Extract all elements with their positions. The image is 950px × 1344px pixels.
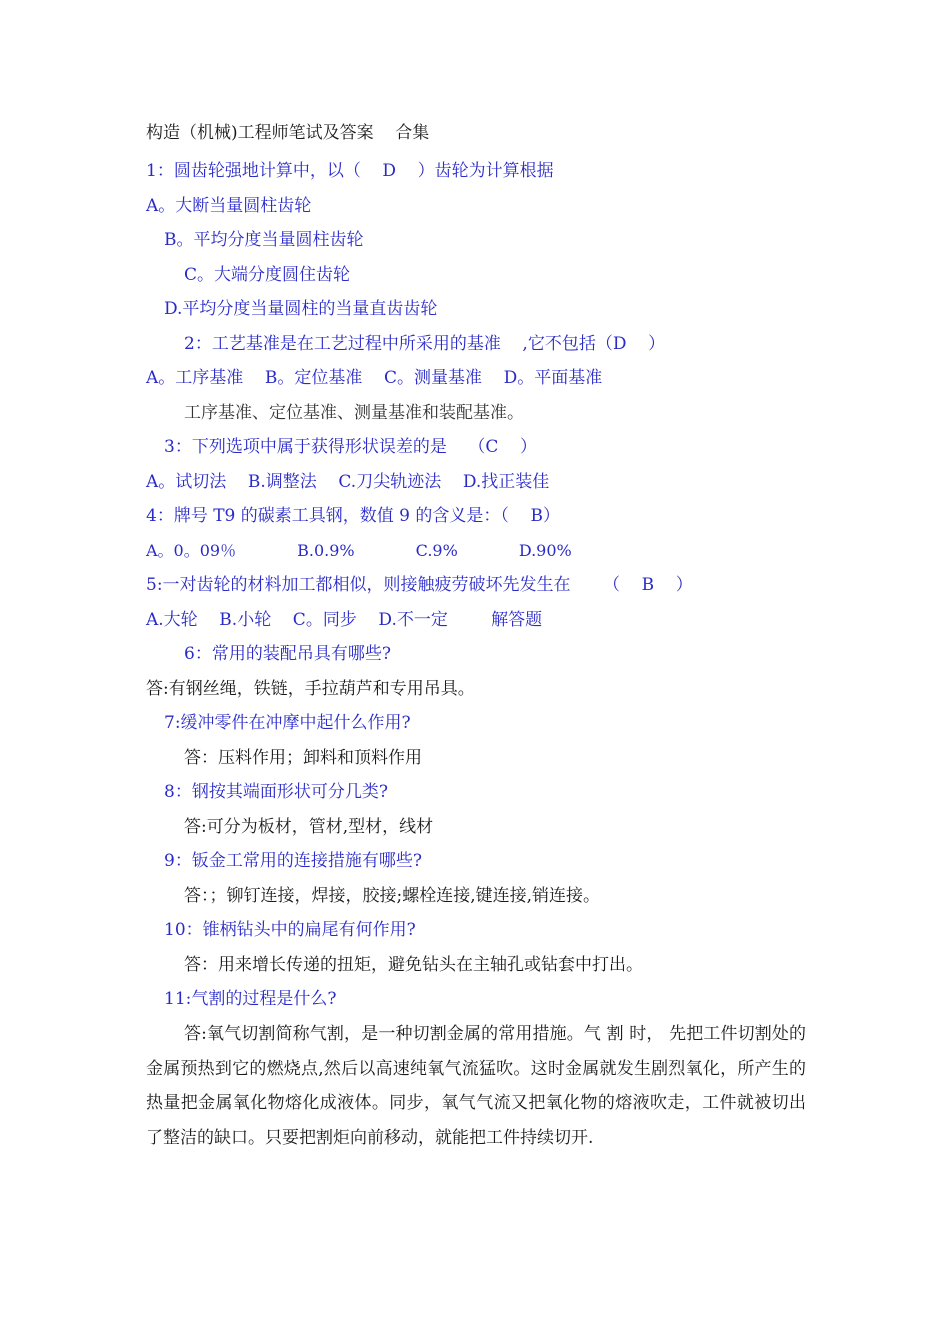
question-1-option-d: D.平均分度当量圆柱的当量直齿齿轮 xyxy=(164,299,438,319)
answer-6: 答:有钢丝绳，铁链，手拉葫芦和专用吊具。 xyxy=(146,679,475,699)
question-10: 10：锥柄钻头中的扁尾有何作用? xyxy=(164,920,416,940)
answer-9: 答：；铆钉连接，焊接，胶接;螺栓连接,键连接,销连接。 xyxy=(184,886,601,906)
question-8: 8：钢按其端面形状可分几类? xyxy=(164,782,388,802)
question-5: 5:一对齿轮的材料加工都相似，则接触疲劳破坏先发生在 （ B ） xyxy=(146,575,693,595)
question-1-option-b: B。平均分度当量圆柱齿轮 xyxy=(164,230,364,250)
answer-10: 答：用来增长传递的扭矩，避免钻头在主轴孔或钻套中打出。 xyxy=(184,955,643,975)
question-3-options: A。试切法 B.调整法 C.刀尖轨迹法 D.找正装佳 xyxy=(146,472,550,492)
question-9: 9：钣金工常用的连接措施有哪些? xyxy=(164,851,422,871)
answer-7: 答：压料作用；卸料和顶料作用 xyxy=(184,748,422,768)
question-6: 6：常用的装配吊具有哪些? xyxy=(184,644,391,664)
question-4: 4：牌号 T9 的碳素工具钢，数值 9 的含义是：（ B） xyxy=(146,506,561,526)
question-4-options: A。0。09％ B.0.9% C.9% D.90% xyxy=(146,541,572,560)
question-2: 2：工艺基准是在工艺过程中所采用的基准 ,它不包括（D ） xyxy=(184,334,666,354)
question-11: 11:气割的过程是什么? xyxy=(164,989,337,1009)
document-title: 构造（机械)工程师笔试及答案 合集 xyxy=(146,123,430,143)
question-2-options: A。工序基准 B。定位基准 C。测量基准 D。平面基准 xyxy=(146,368,603,388)
question-2-note: 工序基准、定位基准、测量基准和装配基准。 xyxy=(184,403,524,423)
question-7: 7:缓冲零件在冲摩中起什么作用? xyxy=(164,713,411,733)
question-1-option-c: C。大端分度圆住齿轮 xyxy=(184,265,351,285)
question-1: 1：圆齿轮强地计算中，以（ D ）齿轮为计算根据 xyxy=(146,161,554,181)
answer-8: 答:可分为板材，管材,型材，线材 xyxy=(184,817,434,837)
question-1-option-a: A。大断当量圆柱齿轮 xyxy=(146,196,312,216)
question-3: 3：下列选项中属于获得形状误差的是 （C ） xyxy=(164,437,538,457)
question-5-options: A.大轮 B.小轮 C。同步 D.不一定 解答题 xyxy=(146,610,543,630)
answer-11-paragraph: 答:氧气切割简称气割，是一种切割金属的常用措施。气 割 时， 先把工件切割处的金属预热到它的燃烧点,然后以高速纯氧气流猛吹。这时金属就发生剧烈氧化，所产生的热量把金属氧化物熔化成液体。同步，氧气气流又把氧化物的熔液吹走，工件就被切出了整洁的缺口。只要把割炬向前移动，就能把工件持续切开. xyxy=(146,1024,806,1148)
